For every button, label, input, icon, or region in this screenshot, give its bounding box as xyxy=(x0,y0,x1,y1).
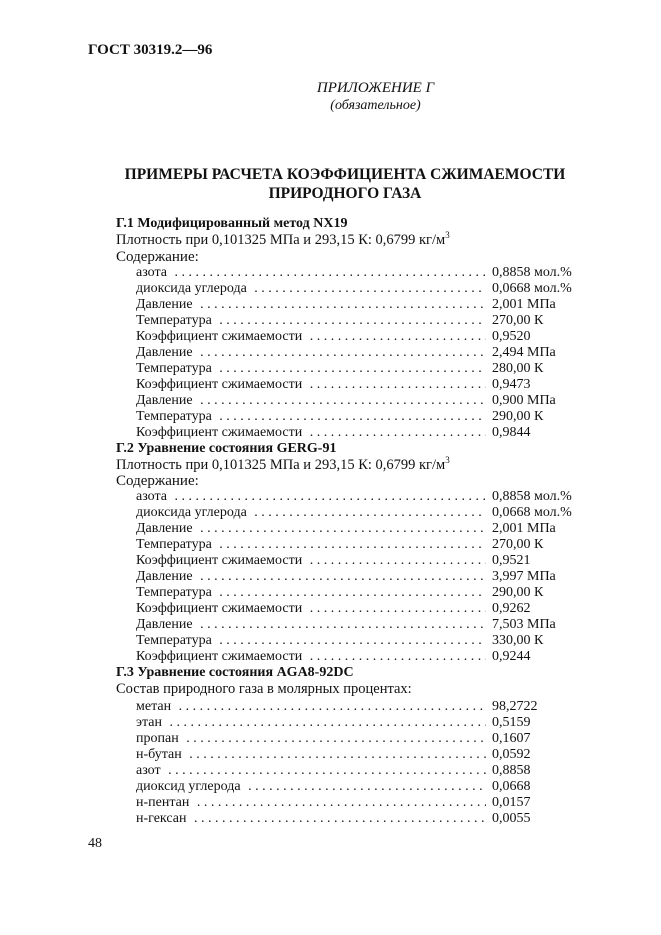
row-value: 3,997 МПа xyxy=(492,569,556,584)
row-label: азота xyxy=(136,265,171,280)
row-value: 0,9520 xyxy=(492,329,531,344)
table-row xyxy=(136,505,586,521)
section1-content-label: Содержание: xyxy=(116,249,199,265)
row-label: азота xyxy=(136,489,171,504)
row-value: 0,0157 xyxy=(492,795,531,810)
table-row xyxy=(136,747,586,763)
row-value: 280,00 К xyxy=(492,361,544,376)
section1-density xyxy=(116,232,450,249)
row-label: Коэффициент сжимаемости xyxy=(136,329,306,344)
row-value: 98,2722 xyxy=(492,699,538,714)
row-label: Давление xyxy=(136,393,197,408)
row-value: 0,9244 xyxy=(492,649,531,664)
row-label: Коэффициент сжимаемости xyxy=(136,601,306,616)
row-label: Температура xyxy=(136,633,216,648)
row-value: 2,001 МПа xyxy=(492,521,556,536)
row-label: н-бутан xyxy=(136,747,186,762)
table-row xyxy=(136,779,586,795)
table-row xyxy=(136,361,586,377)
row-label: Температура xyxy=(136,585,216,600)
table-row xyxy=(136,795,586,811)
row-label: диоксид углерода xyxy=(136,779,245,794)
row-label: Коэффициент сжимаемости xyxy=(136,425,306,440)
row-label: Давление xyxy=(136,569,197,584)
row-value: 7,503 МПа xyxy=(492,617,556,632)
section2-heading: Г.2 Уравнение состояния GERG-91 xyxy=(116,441,337,456)
row-value: 0,9473 xyxy=(492,377,531,392)
row-label: Давление xyxy=(136,617,197,632)
row-value: 330,00 К xyxy=(492,633,544,648)
row-value: 270,00 К xyxy=(492,313,544,328)
table-row xyxy=(136,281,586,297)
row-label: Температура xyxy=(136,313,216,328)
row-label: Коэффициент сжимаемости xyxy=(136,649,306,664)
section1-heading: Г.1 Модифицированный метод NX19 xyxy=(116,216,348,231)
row-value: 0,8858 мол.% xyxy=(492,489,572,504)
section2-density-text: Плотность при 0,101325 МПа и 293,15 К: 0,6799 кг/м xyxy=(116,457,446,473)
section2-content-label: Содержание: xyxy=(116,473,199,489)
section1-density-text: Плотность при 0,101325 МПа и 293,15 К: 0,6799 кг/м xyxy=(116,232,446,248)
row-label: Давление xyxy=(136,297,197,312)
row-value: 0,0668 мол.% xyxy=(492,505,572,520)
row-label: диоксида углерода xyxy=(136,281,251,296)
row-label: Температура xyxy=(136,409,216,424)
table-row xyxy=(136,553,586,569)
row-label: Давление xyxy=(136,345,197,360)
row-value: 0,0668 мол.% xyxy=(492,281,572,296)
page-title-line-2: ПРИРОДНОГО ГАЗА xyxy=(268,185,422,202)
row-value: 0,900 МПа xyxy=(492,393,556,408)
table-row xyxy=(136,649,586,665)
row-value: 0,5159 xyxy=(492,715,531,730)
table-row xyxy=(136,393,586,409)
table-row xyxy=(136,569,586,585)
table-row xyxy=(136,329,586,345)
table-row xyxy=(136,521,586,537)
row-value: 0,9844 xyxy=(492,425,531,440)
row-value: 0,0592 xyxy=(492,747,531,762)
row-value: 0,0668 xyxy=(492,779,531,794)
section2-density-exponent: 3 xyxy=(445,455,450,466)
row-value: 0,0055 xyxy=(492,811,531,826)
table-row xyxy=(136,313,586,329)
page-number: 48 xyxy=(88,836,102,851)
row-label: пропан xyxy=(136,731,183,746)
row-label: Коэффициент сжимаемости xyxy=(136,553,306,568)
row-value: 0,9262 xyxy=(492,601,531,616)
section3-heading: Г.3 Уравнение состояния AGA8-92DC xyxy=(116,665,354,680)
row-label: этан xyxy=(136,715,166,730)
table-row xyxy=(136,585,586,601)
table-row xyxy=(136,715,586,731)
row-value: 290,00 К xyxy=(492,409,544,424)
row-label: Температура xyxy=(136,361,216,376)
row-label: Коэффициент сжимаемости xyxy=(136,377,306,392)
row-label: н-пентан xyxy=(136,795,193,810)
table-row xyxy=(136,489,586,505)
table-row xyxy=(136,425,586,441)
table-row xyxy=(136,699,586,715)
row-label: азот xyxy=(136,763,165,778)
table-row xyxy=(136,377,586,393)
row-label: н-гексан xyxy=(136,811,190,826)
table-row xyxy=(136,601,586,617)
section1-density-exponent: 3 xyxy=(445,230,450,241)
row-value: 0,9521 xyxy=(492,553,531,568)
table-row xyxy=(136,409,586,425)
table-row xyxy=(136,617,586,633)
section2-density xyxy=(116,457,450,474)
row-value: 2,494 МПа xyxy=(492,345,556,360)
page-title-line-1: ПРИМЕРЫ РАСЧЕТА КОЭФФИЦИЕНТА СЖИМАЕМОСТИ xyxy=(124,166,566,183)
row-value: 270,00 К xyxy=(492,537,544,552)
table-row xyxy=(136,297,586,313)
table-row xyxy=(136,265,586,281)
row-value: 0,8858 мол.% xyxy=(492,265,572,280)
table-row xyxy=(136,811,586,827)
row-value: 2,001 МПа xyxy=(492,297,556,312)
table-row xyxy=(136,537,586,553)
document-header: ГОСТ 30319.2—96 xyxy=(88,42,213,58)
row-label: Температура xyxy=(136,537,216,552)
table-row xyxy=(136,345,586,361)
appendix-note: (обязательное) xyxy=(330,98,421,113)
row-value: 0,8858 xyxy=(492,763,531,778)
row-label: метан xyxy=(136,699,175,714)
row-value: 290,00 К xyxy=(492,585,544,600)
table-row xyxy=(136,633,586,649)
row-value: 0,1607 xyxy=(492,731,531,746)
table-row xyxy=(136,763,586,779)
table-row xyxy=(136,731,586,747)
row-label: Давление xyxy=(136,521,197,536)
row-label: диоксида углерода xyxy=(136,505,251,520)
appendix-title: ПРИЛОЖЕНИЕ Г xyxy=(316,80,435,96)
section3-intro: Состав природного газа в молярных процентах: xyxy=(116,681,412,697)
